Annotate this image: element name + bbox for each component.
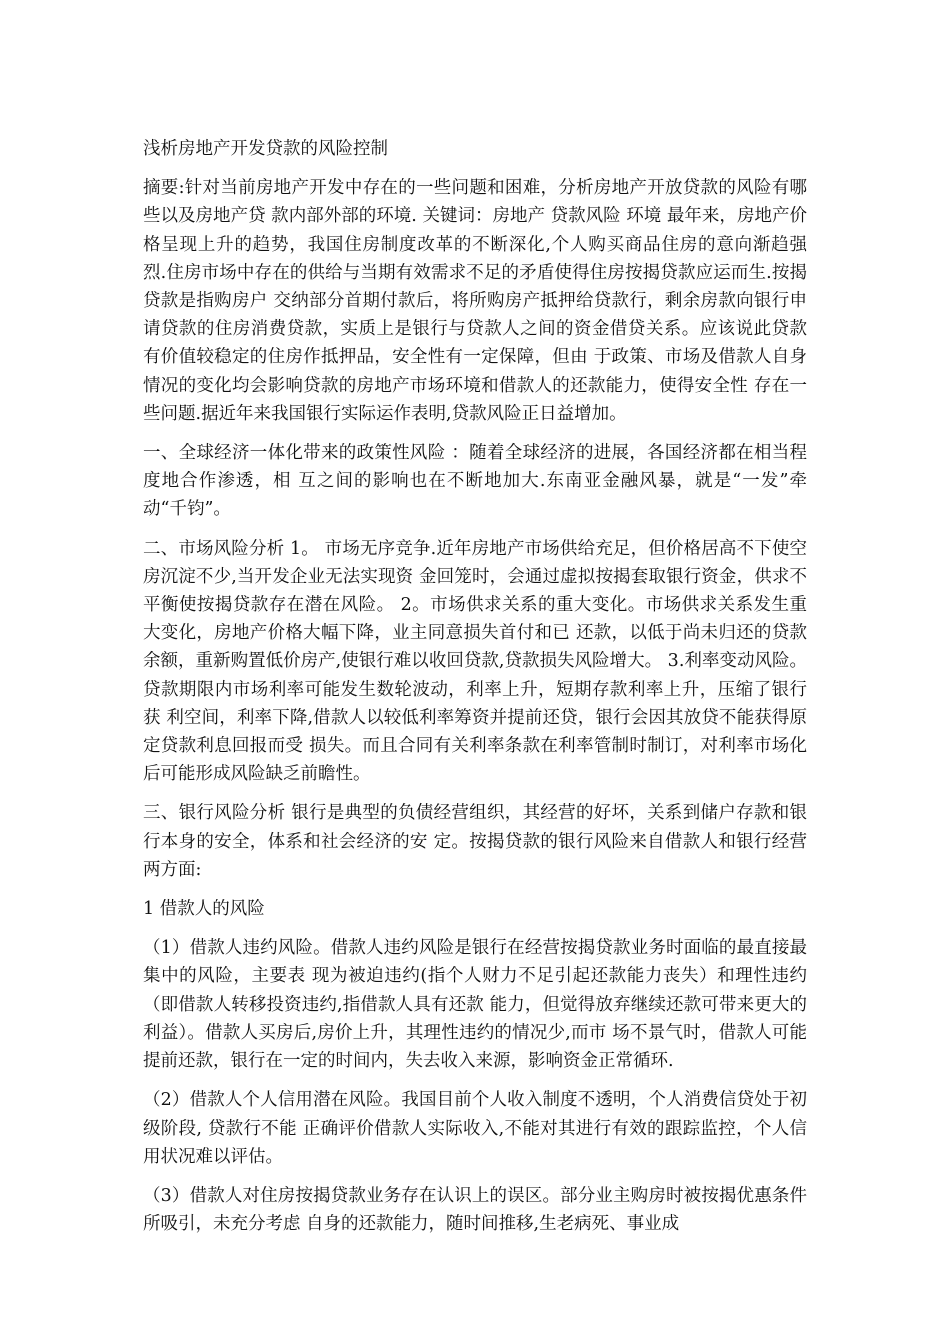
- document-title: 浅析房地产开发贷款的风险控制: [143, 139, 388, 159]
- paragraph-borrower-risk-heading: 1 借款人的风险: [143, 899, 265, 920]
- paragraph-abstract: 摘要:针对当前房地产开发中存在的一些问题和困难，分析房地产开放贷款的风险有哪些以及房地产贷 款内部外部的环境. 关键词：房地产 贷款风险 环境 最年来，房地产价格呈现上升的趋势，我国住房制度改革的不断深化,个人购买商品住房的意向渐趋强 烈.住房市场中存在的供给与当期有效需求不足的矛盾使得住房按揭贷款应运而生.按揭贷款是指购房户 交纳部分首期付款后，将所购房产抵押给贷款行，剩余房款向银行申请贷款的住房消费贷款，实质上是银行与贷款人之间的资金借贷关系。应该说此贷款有价值较稳定的住房作抵押品，安全性有一定保障，但由 于政策、市场及借款人自身情况的变化均会影响贷款的房地产市场环境和借款人的还款能力，使得安全性 存在一些问题.据近年来我国银行实际运作表明,贷款风险正日益增加。: [143, 178, 807, 424]
- paragraph-misconception-risk: （3）借款人对住房按揭贷款业务存在认识上的误区。部分业主购房时被按揭优惠条件所吸引，未充分考虑 自身的还款能力，随时间推移,生老病死、事业成: [143, 1185, 807, 1235]
- document-page: [143, 135, 807, 1249]
- paragraph-default-risk: （1）借款人违约风险。借款人违约风险是银行在经营按揭贷款业务时面临的最直接最集中的风险，主要表 现为被迫违约(指个人财力不足引起还款能力丧失）和理性违约 （即借款人转移投资违约,指借款人具有还款 能力，但觉得放弃继续还款可带来更大的利益）。借款人买房后,房价上升，其理性违约的情况少,而市 场不景气时，借款人可能提前还款，银行在一定的时间内，失去收入来源，影响资金正常循环.: [143, 938, 807, 1072]
- paragraph-bank-risk: 三、银行风险分析 银行是典型的负债经营组织，其经营的好坏，关系到储户存款和银行本身的安全，体系和社会经济的安 定。按揭贷款的银行风险来自借款人和银行经营两方面:: [143, 803, 807, 880]
- paragraph-credit-risk: （2）借款人个人信用潜在风险。我国目前个人收入制度不透明，个人消费信贷处于初级阶段, 贷款行不能 正确评价借款人实际收入,不能对其进行有效的跟踪监控，个人信用状况难以评估。: [143, 1090, 807, 1167]
- paragraph-policy-risk: 一、全球经济一体化带来的政策性风险 ：随着全球经济的进展，各国经济都在相当程度地合作渗透，相 互之间的影响也在不断地加大.东南亚金融风暴，就是“一发”牵动“千钧”。: [143, 443, 807, 520]
- paragraph-market-risk: 二、市场风险分析 1。 市场无序竞争.近年房地产市场供给充足，但价格居高不下使空房沉淀不少,当开发企业无法实现资 金回笼时，会通过虚拟按揭套取银行资金，供求不平衡使按揭贷款存在潜在风险。 2。市场供求关系的重大变化。市场供求关系发生重大变化，房地产价格大幅下降，业主同意损失首付和已 还款，以低于尚未归还的贷款余额，重新购置低价房产,使银行难以收回贷款,贷款损失风险增大。 3.利率变动风险。贷款期限内市场利率可能发生数轮波动，利率上升，短期存款利率上升，压缩了银行获 利空间，利率下降,借款人以较低利率筹资并提前还贷，银行会因其放贷不能获得原定贷款利息回报而受 损失。而且合同有关利率条款在利率管制时制订，对利率市场化后可能形成风险缺乏前瞻性。: [143, 538, 807, 785]
